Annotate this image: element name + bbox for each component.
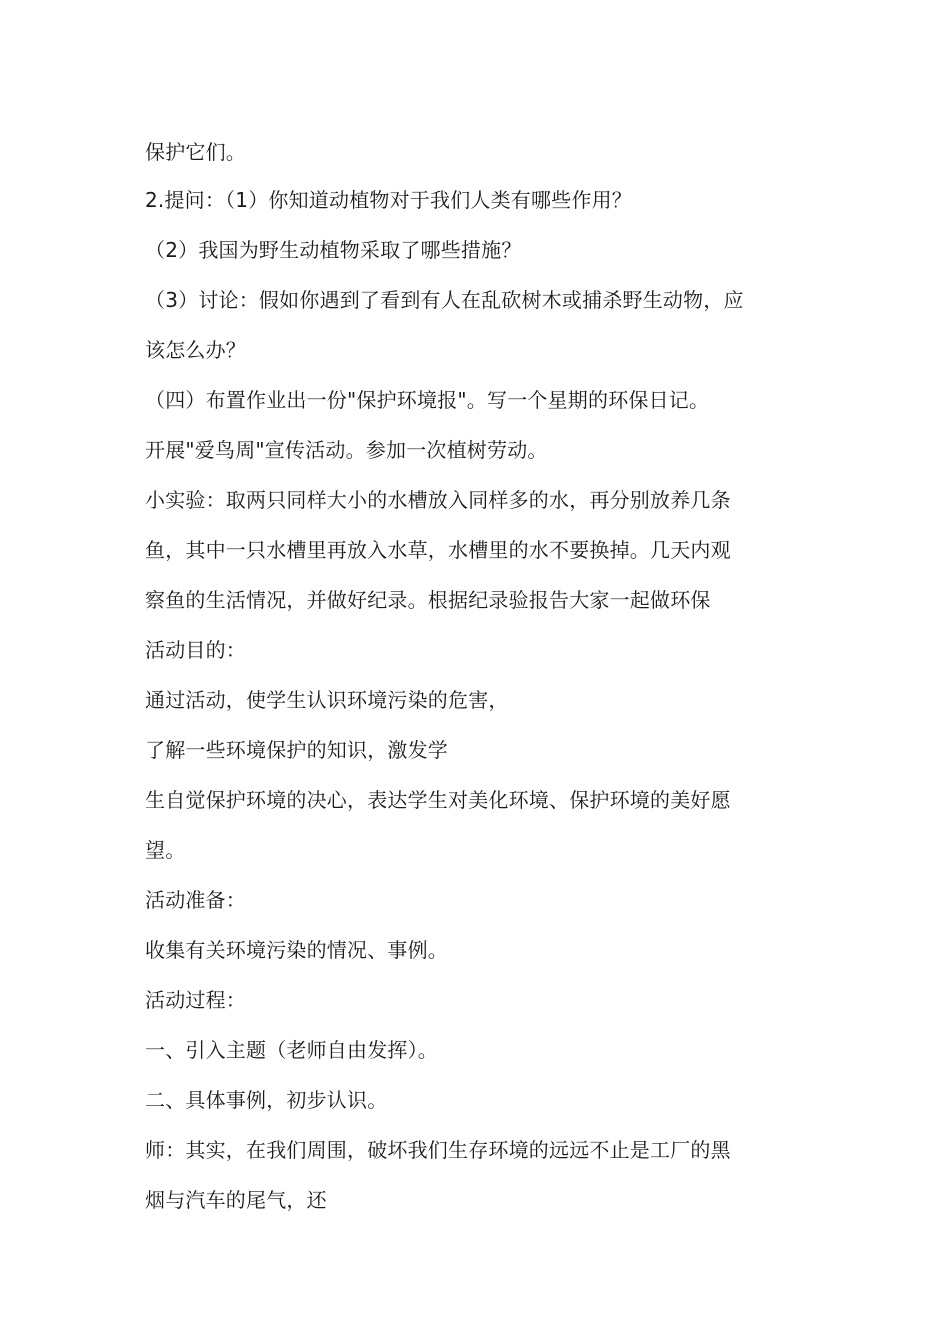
text-line: 保护它们。 [145,140,246,164]
text-line: 二、具体事例，初步认识。 [145,1088,388,1112]
text-line: 小实验：取两只同样大小的水槽放入同样多的水，再分别放养几条 [145,488,731,512]
text-line: 活动准备： [145,888,246,912]
text-line: 了解一些环境保护的知识，激发学 [145,738,448,762]
text-line: 通过活动，使学生认识环境污染的危害， [145,688,509,712]
text-line: （2）我国为野生动植物采取了哪些措施？ [145,238,522,262]
text-line: 察鱼的生活情况，并做好纪录。根据纪录验报告大家一起做环保 [145,588,711,612]
text-line: 2.提问：（1）你知道动植物对于我们人类有哪些作用？ [145,188,633,212]
text-line: 望。 [145,838,186,862]
text-line: 收集有关环境污染的情况、事例。 [145,938,448,962]
text-line: 活动过程： [145,988,246,1012]
text-line: 生自觉保护环境的决心，表达学生对美化环境、保护环境的美好愿 [145,788,731,812]
text-line: （3）讨论：假如你遇到了看到有人在乱砍树木或捕杀野生动物，应 [145,288,744,312]
text-line: 活动目的： [145,638,246,662]
text-line: （四）布置作业出一份"保护环境报"。写一个星期的环保日记。 [145,388,710,412]
text-line: 一、引入主题（老师自由发挥）。 [145,1038,438,1062]
text-line: 该怎么办？ [145,338,246,362]
text-line: 烟与汽车的尾气，还 [145,1188,327,1212]
text-line: 鱼，其中一只水槽里再放入水草，水槽里的水不要换掉。几天内观 [145,538,731,562]
text-line: 师：其实，在我们周围，破坏我们生存环境的远远不止是工厂的黑 [145,1138,731,1162]
text-line: 开展"爱鸟周"宣传活动。参加一次植树劳动。 [145,438,548,462]
